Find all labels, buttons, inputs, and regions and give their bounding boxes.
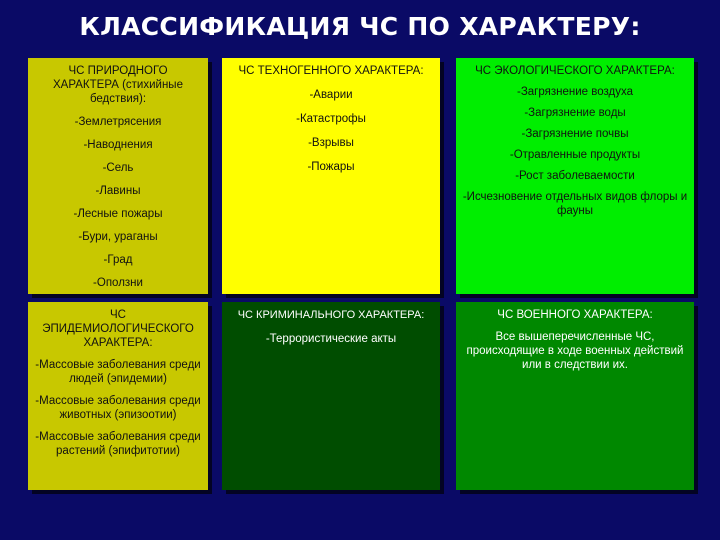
list-item: -Бури, ураганы (78, 231, 158, 243)
list-item: -Массовые заболевания среди животных (эпизоотии) (35, 395, 201, 421)
box-heading: ЧС КРИМИНАЛЬНОГО ХАРАКТЕРА: (237, 309, 425, 321)
list-item: -Аварии (309, 89, 353, 101)
slide-title: КЛАССИФИКАЦИЯ ЧС ПО ХАРАКТЕРУ: (79, 12, 641, 41)
list-item: -Террористические акты (265, 333, 397, 345)
military-emergencies-box (456, 302, 694, 490)
list-item: -Взрывы (308, 137, 354, 149)
box-heading: ЧС ЭКОЛОГИЧЕСКОГО ХАРАКТЕРА: (475, 65, 675, 77)
box-heading: ЧС ЭПИДЕМИОЛОГИЧЕСКОГО ХАРАКТЕРА: (42, 309, 194, 349)
list-item: -Массовые заболевания среди растений (эпифитотии) (35, 431, 201, 457)
list-item: -Исчезновение отдельных видов флоры и фауны (462, 191, 688, 217)
list-item: -Сель (102, 162, 134, 174)
list-item: -Загрязнение воздуха (517, 86, 633, 98)
list-item: -Катастрофы (296, 113, 366, 125)
ecological-emergencies-box (456, 58, 694, 294)
box-heading: ЧС ТЕХНОГЕННОГО ХАРАКТЕРА: (238, 65, 424, 77)
list-item: -Массовые заболевания среди людей (эпидемии) (35, 359, 201, 385)
list-item: -Загрязнение воды (524, 107, 626, 119)
list-item: -Пожары (307, 161, 355, 173)
box-heading: ЧС ВОЕННОГО ХАРАКТЕРА: (497, 309, 653, 321)
criminal-emergencies-box (222, 302, 440, 490)
list-item: -Лавины (95, 185, 141, 197)
list-item: Все вышеперечисленные ЧС, происходящие в ходе военных действий или в следствии их. (466, 331, 684, 371)
epidemiological-emergencies-box (28, 302, 208, 490)
list-item: -Рост заболеваемости (515, 170, 635, 182)
list-item: -Отравленные продукты (509, 149, 641, 161)
list-item: -Землетрясения (74, 116, 162, 128)
list-item: -Оползни (93, 277, 143, 289)
box-heading: ЧС ПРИРОДНОГО ХАРАКТЕРА (стихийные бедствия): (53, 65, 183, 105)
list-item: -Град (103, 254, 133, 266)
list-item: -Наводнения (83, 139, 153, 151)
list-item: -Загрязнение почвы (521, 128, 629, 140)
natural-emergencies-box (28, 58, 208, 294)
list-item: -Лесные пожары (73, 208, 163, 220)
technogenic-emergencies-box (222, 58, 440, 294)
